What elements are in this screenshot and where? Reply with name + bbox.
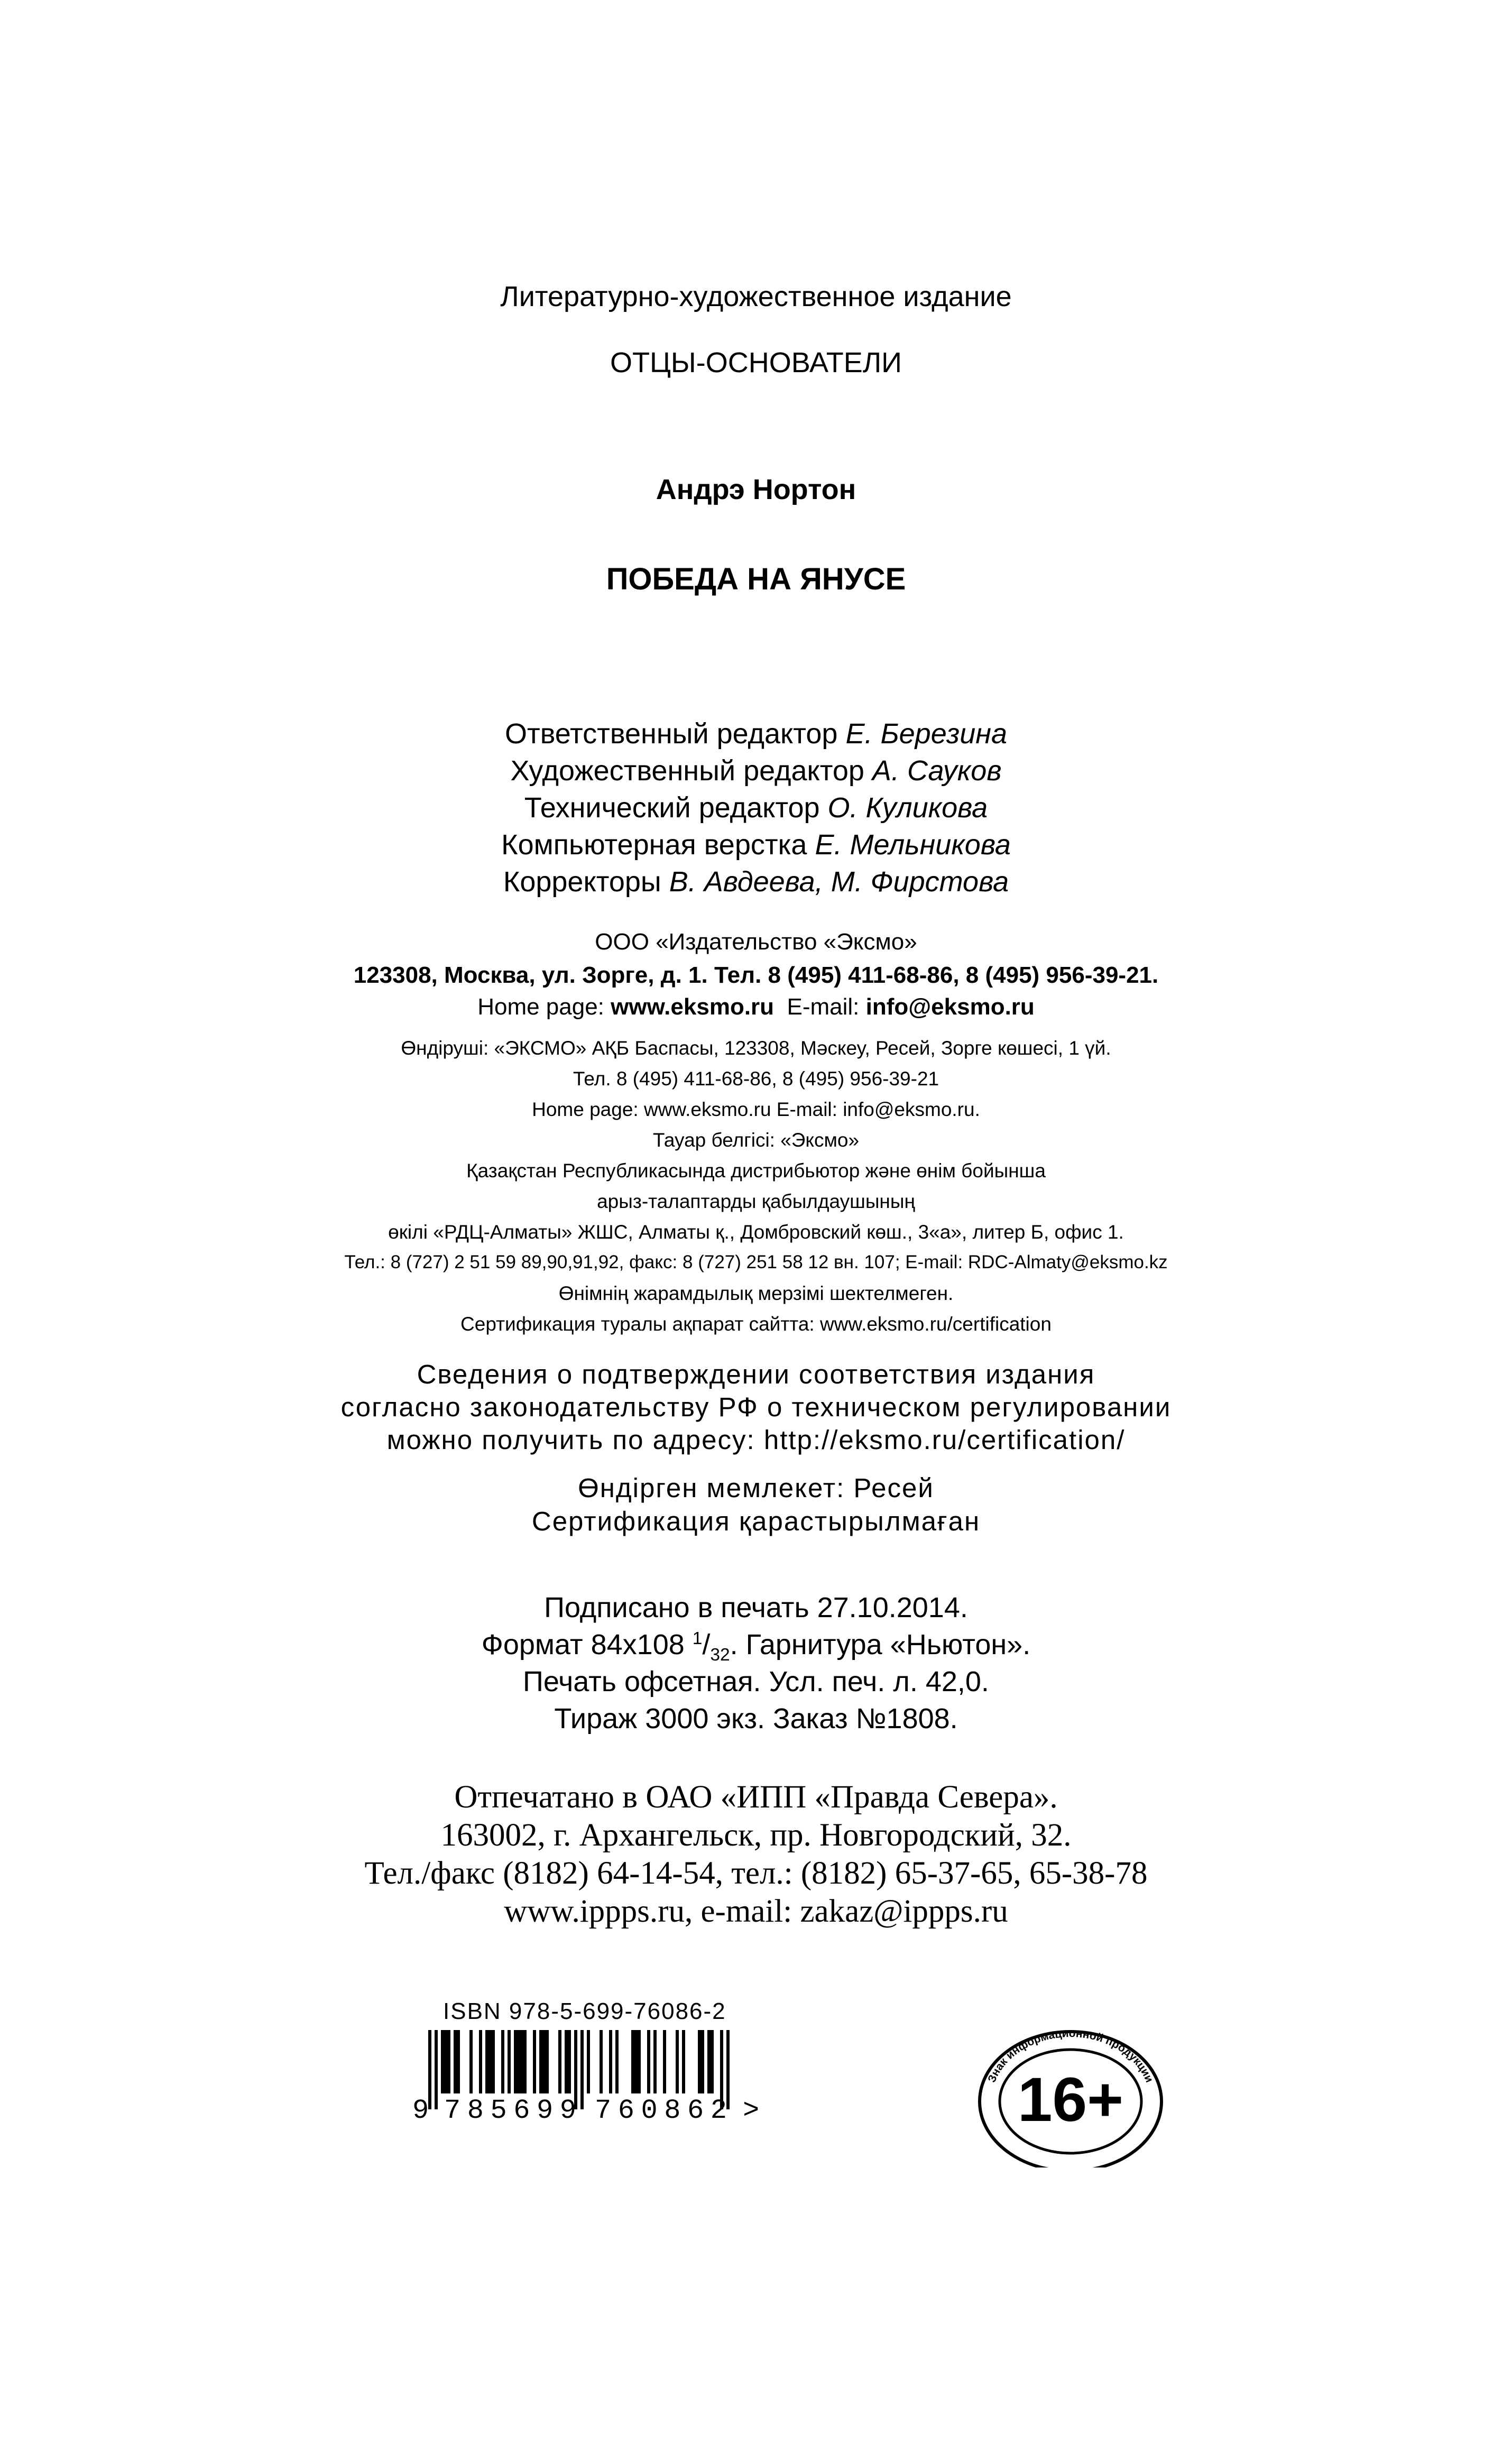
credit-line: Компьютерная верстка Е. Мельникова [501, 829, 1011, 861]
printer-line: www.ippps.ru, e-mail: zakaz@ippps.ru [504, 1894, 1008, 1929]
barcode-bar [520, 2030, 523, 2093]
barcode [412, 2030, 793, 2125]
kazakh-line: Өндіруші: «ЭКСМО» АҚБ Баспасы, 123308, Мәскеу, Ресей, Зорге көшесі, 1 үй. [401, 1037, 1111, 1059]
barcode-left-digits: 785699 [444, 2095, 576, 2125]
barcode-bar [454, 2030, 457, 2093]
barcode-bar [447, 2030, 450, 2093]
printer-line: Отпечатано в ОАО «ИПП «Правда Севера». [454, 1779, 1058, 1815]
kazakh-line: Тел.: 8 (727) 2 51 59 89,90,91,92, факс: 8 (727) 251 58 12 вн. 107; E-mail: RDC-Almaty@eksmo.kz [344, 1252, 1168, 1272]
printer-line: Тел./факс (8182) 64-14-54, тел.: (8182) 65-37-65, 65-38-78 [364, 1856, 1148, 1891]
barcode-bar [485, 2030, 488, 2093]
barcode-bar [653, 2030, 657, 2093]
barcode-bar [676, 2030, 679, 2093]
barcode-bar [663, 2030, 666, 2093]
barcode-bar [698, 2030, 701, 2093]
certification-line: согласно законодательству РФ о техническом регулировании [340, 1392, 1172, 1422]
barcode-bar [533, 2030, 536, 2093]
barcode-bar [457, 2030, 460, 2093]
credit-line: Технический редактор О. Куликова [524, 792, 988, 824]
series-name: ОТЦЫ-ОСНОВАТЕЛИ [610, 347, 902, 379]
book-title: ПОБЕДА НА ЯНУСЕ [606, 562, 906, 596]
kazakh-line: Өнімнің жарамдылық мерзімі шектелмеген. [558, 1283, 954, 1304]
barcode-bar [542, 2030, 546, 2093]
barcode-bar [441, 2030, 444, 2093]
kazakh-line: Сертификация туралы ақпарат сайтта: www.eksmo.ru/certification [460, 1313, 1052, 1335]
print-format: Формат 84x108 $^1/_{32}$. Гарнитура «Ньютон». [481, 1629, 1031, 1665]
barcode-bar [492, 2030, 495, 2093]
isbn-label: ISBN 978-5-699-76086-2 [443, 1998, 726, 2024]
origin-line: Сертификация қарастырылмаған [531, 1506, 981, 1536]
certification-line: Сведения о подтверждении соответствия издания [417, 1359, 1095, 1389]
barcode-bar [479, 2030, 482, 2093]
publisher-name: ООО «Издательство «Эксмо» [595, 929, 917, 955]
kazakh-line: Тауар белгісі: «Эксмо» [652, 1129, 860, 1151]
barcode-right-digits: 760862 [595, 2095, 727, 2125]
barcode-bar [508, 2030, 511, 2093]
print-signed: Подписано в печать 27.10.2014. [544, 1592, 968, 1623]
certification-line: можно получить по адресу: http://eksmo.ru/certification/ [386, 1425, 1126, 1455]
barcode-bar [631, 2030, 634, 2093]
publisher-contacts: Home page: www.eksmo.ru E-mail: info@eksmo.ru [477, 994, 1035, 1020]
barcode-bar [580, 2030, 584, 2109]
barcode-quiet-mark: > [743, 2095, 760, 2125]
kazakh-line: арыз-талаптарды қабылдаушының [597, 1191, 915, 1212]
kazakh-line: Home page: www.eksmo.ru E-mail: info@eksmo.ru. [532, 1099, 980, 1120]
barcode-bar [568, 2030, 571, 2093]
kazakh-line: өкілі «РДЦ-Алматы» ЖШС, Алматы қ., Домбровский көш., 3«а», литер Б, офис 1. [388, 1221, 1124, 1243]
author-name: Андрэ Нортон [656, 474, 856, 505]
barcode-bar [647, 2030, 650, 2093]
barcode-bar [501, 2030, 504, 2093]
barcode-bar [615, 2030, 619, 2093]
credit-line: Корректоры В. Авдеева, М. Фирстова [503, 866, 1009, 898]
barcode-bar [469, 2030, 473, 2093]
age-rating-label: 16+ [1017, 2065, 1124, 2135]
barcode-bar [609, 2030, 612, 2093]
barcode-bar [488, 2030, 492, 2093]
barcode-bar [514, 2030, 517, 2093]
barcode-bar [444, 2030, 447, 2093]
barcode-bar [558, 2030, 561, 2093]
kazakh-line: Тел. 8 (495) 411-68-86, 8 (495) 956-39-21 [573, 1068, 939, 1090]
publisher-address: 123308, Москва, ул. Зорге, д. 1. Тел. 8 (495) 411-68-86, 8 (495) 956-39-21. [353, 962, 1159, 988]
barcode-bar [707, 2030, 711, 2093]
barcode-bar [600, 2030, 603, 2093]
credit-line: Ответственный редактор Е. Березина [504, 718, 1008, 750]
barcode-bar [634, 2030, 638, 2093]
print-run: Тираж 3000 экз. Заказ №1808. [554, 1703, 958, 1735]
barcode-bar [711, 2030, 714, 2093]
barcode-bar [565, 2030, 568, 2093]
printer-line: 163002, г. Архангельск, пр. Новгородский, 32. [440, 1818, 1072, 1853]
barcode-bar [587, 2030, 590, 2093]
edition-type: Литературно-художественное издание [500, 281, 1012, 312]
badge-ring-text: Знак информационной продукции [985, 2027, 1156, 2084]
credit-line: Художественный редактор А. Сауков [510, 755, 1002, 787]
barcode-bar [517, 2030, 520, 2093]
print-type: Печать офсетная. Усл. печ. л. 42,0. [523, 1666, 989, 1698]
barcode-bar [539, 2030, 542, 2093]
origin-line: Өндірген мемлекет: Ресей [578, 1473, 934, 1503]
barcode-bar [701, 2030, 704, 2093]
barcode-bar [638, 2030, 641, 2093]
barcode-bar [523, 2030, 527, 2093]
kazakh-line: Қазақстан Республикасында дистрибьютор және өнім бойынша [466, 1160, 1046, 1182]
barcode-bar [435, 2030, 438, 2109]
barcode-first-digit: 9 [412, 2095, 429, 2125]
barcode-bar [546, 2030, 549, 2093]
barcode-bar [682, 2030, 685, 2093]
age-rating-badge [960, 2009, 1182, 2167]
